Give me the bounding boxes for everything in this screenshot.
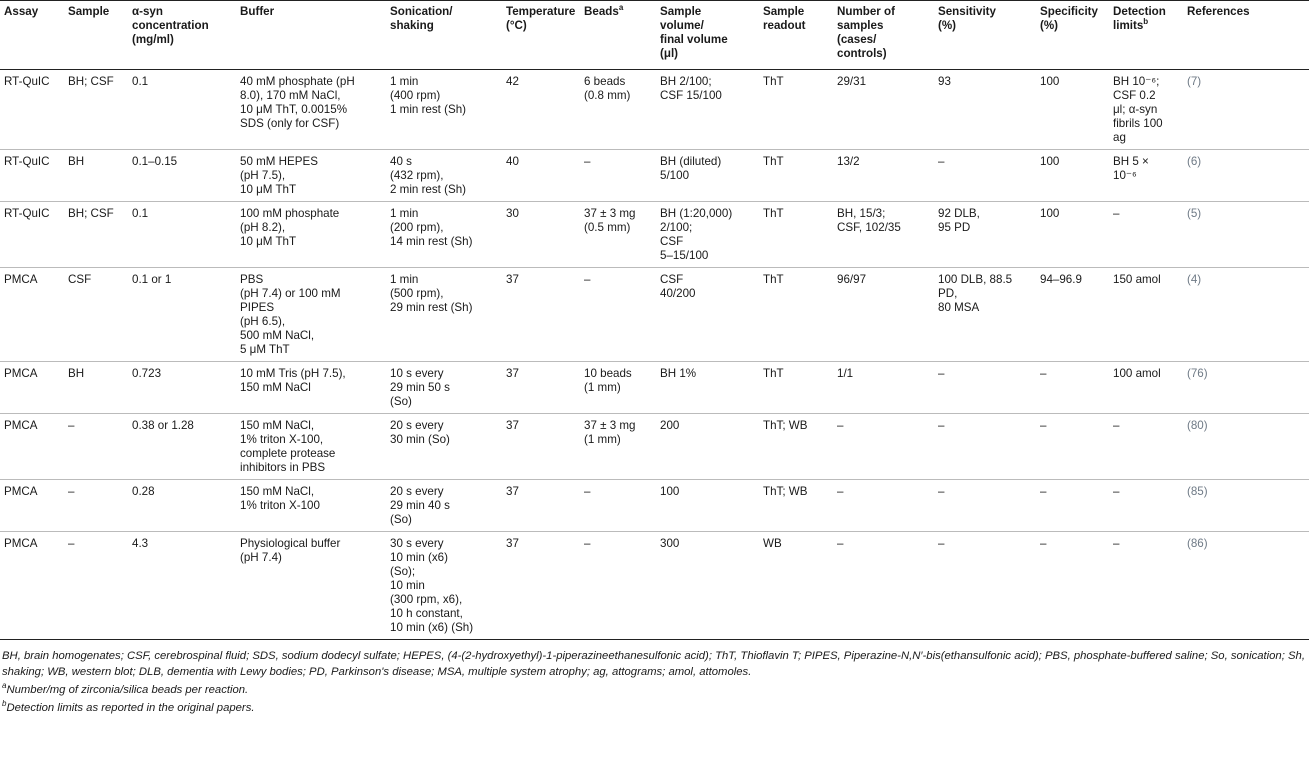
cell-temperature: 37	[506, 419, 519, 432]
cell-specificity: 100	[1040, 155, 1060, 168]
cell-beads: –	[584, 537, 591, 550]
cell-buffer: Physiological buffer (pH 7.4)	[240, 537, 341, 564]
cell-temperature: 30	[506, 207, 519, 220]
table-footnotes	[0, 640, 1309, 716]
cell-assay: PMCA	[4, 367, 38, 380]
footnote-a: $^a$Number/mg of zirconia/silica beads per reaction.	[2, 681, 249, 696]
cell-assay: PMCA	[4, 537, 38, 550]
cell-concentration: 0.28	[132, 485, 155, 498]
cell-sensitivity: –	[938, 155, 945, 168]
cell-beads: 37 ± 3 mg (0.5 mm)	[584, 207, 636, 234]
cell-reference[interactable]: (6)	[1187, 155, 1202, 168]
cell-detection-limit: –	[1113, 485, 1120, 498]
cell-specificity: 100	[1040, 207, 1060, 220]
cell-sample: –	[68, 419, 75, 432]
cell-number-samples: 1/1	[837, 367, 854, 380]
table-row	[0, 268, 1309, 362]
cell-sensitivity: 92 DLB, 95 PD	[938, 207, 980, 234]
cell-sample: BH	[68, 155, 85, 168]
col-detection-limits	[1109, 1, 1183, 70]
cell-specificity: –	[1040, 485, 1047, 498]
abbreviations-note: BH, brain homogenates; CSF, cerebrospinal fluid; SDS, sodium dodecyl sulfate; HEPES, (4-(2-hydroxyethyl)-1-piperazineethanesulfonic acid); ThT, Thioflavin T; PIPES, Piperazine-N,N′-bis(ethansulfonic acid); PBS, phosphate-buffered saline; So, sonication; Sh, shaking; WB, western blot; DLB, dementia with Lewy bodies; PD, Parkinson's disease; MSA, multiple system atrophy; ag, attograms; amol, attomoles.	[2, 650, 1305, 678]
col-readout: Sample readout	[763, 5, 806, 32]
cell-sample: –	[68, 537, 75, 550]
col-concentration: α-syn concentration (mg/ml)	[132, 5, 209, 46]
cell-concentration: 0.1	[132, 75, 149, 88]
col-sample-volume: Sample volume/ final volume (μl)	[660, 5, 728, 60]
cell-sample-volume: 300	[660, 537, 680, 550]
footnote-mark-a: a	[618, 3, 624, 13]
cell-temperature: 37	[506, 367, 519, 380]
cell-temperature: 37	[506, 485, 519, 498]
col-beads-label: Beads	[584, 5, 619, 18]
col-sensitivity: Sensitivity (%)	[938, 5, 996, 32]
cell-sample: BH; CSF	[68, 207, 114, 220]
cell-number-samples: –	[837, 419, 844, 432]
cell-detection-limit: 100 amol	[1113, 367, 1161, 380]
cell-readout: ThT	[763, 155, 784, 168]
cell-sensitivity: –	[938, 485, 945, 498]
cell-assay: RT-QuIC	[4, 75, 50, 88]
cell-sample-volume: BH (diluted) 5/100	[660, 155, 722, 182]
cell-sample-volume: BH (1:20,000) 2/100; CSF 5–15/100	[660, 207, 733, 262]
cell-beads: 37 ± 3 mg (1 mm)	[584, 419, 636, 446]
cell-sensitivity: –	[938, 419, 945, 432]
cell-detection-limit: –	[1113, 419, 1120, 432]
cell-beads: –	[584, 485, 591, 498]
cell-sample-volume: 200	[660, 419, 680, 432]
cell-specificity: –	[1040, 367, 1047, 380]
cell-specificity: 100	[1040, 75, 1060, 88]
cell-sonication: 1 min (500 rpm), 29 min rest (Sh)	[390, 273, 473, 314]
cell-sonication: 20 s every 29 min 40 s (So)	[390, 485, 450, 526]
cell-detection-limit: BH 10⁻⁶; CSF 0.2 μl; α-syn fibrils 100 ag	[1113, 75, 1163, 144]
cell-sample: BH; CSF	[68, 75, 114, 88]
col-temperature: Temperature (°C)	[506, 5, 576, 32]
cell-beads: –	[584, 273, 591, 286]
cell-beads: 10 beads (1 mm)	[584, 367, 632, 394]
cell-temperature: 42	[506, 75, 519, 88]
cell-readout: ThT	[763, 75, 784, 88]
footnote-mark-b: b	[1143, 17, 1149, 27]
cell-beads: –	[584, 155, 591, 168]
cell-reference[interactable]: (76)	[1187, 367, 1208, 380]
cell-sample-volume: BH 1%	[660, 367, 697, 380]
cell-temperature: 37	[506, 537, 519, 550]
cell-number-samples: 29/31	[837, 75, 867, 88]
col-number-samples: Number of samples (cases/ controls)	[837, 5, 895, 60]
table-row	[0, 70, 1309, 150]
cell-reference[interactable]: (5)	[1187, 207, 1202, 220]
cell-concentration: 0.1 or 1	[132, 273, 172, 286]
cell-sample-volume: BH 2/100; CSF 15/100	[660, 75, 722, 102]
cell-buffer: 10 mM Tris (pH 7.5), 150 mM NaCl	[240, 367, 346, 394]
cell-buffer: 150 mM NaCl, 1% triton X-100, complete protease inhibitors in PBS	[240, 419, 336, 474]
header-row	[0, 1, 1309, 70]
cell-concentration: 0.38 or 1.28	[132, 419, 194, 432]
cell-sample: BH	[68, 367, 85, 380]
cell-readout: ThT	[763, 207, 784, 220]
table-row	[0, 362, 1309, 414]
col-references: References	[1187, 5, 1250, 18]
cell-concentration: 0.1	[132, 207, 149, 220]
cell-assay: PMCA	[4, 419, 38, 432]
cell-detection-limit: –	[1113, 207, 1120, 220]
cell-reference[interactable]: (85)	[1187, 485, 1208, 498]
cell-sample-volume: 100	[660, 485, 680, 498]
cell-concentration: 4.3	[132, 537, 149, 550]
table-body	[0, 70, 1309, 640]
cell-buffer: 50 mM HEPES (pH 7.5), 10 μM ThT	[240, 155, 318, 196]
cell-temperature: 37	[506, 273, 519, 286]
cell-number-samples: 13/2	[837, 155, 860, 168]
cell-buffer: PBS (pH 7.4) or 100 mM PIPES (pH 6.5), 500 mM NaCl, 5 μM ThT	[240, 273, 341, 356]
cell-readout: ThT	[763, 367, 784, 380]
cell-detection-limit: BH 5 × 10⁻⁶	[1113, 155, 1149, 182]
cell-sonication: 20 s every 30 min (So)	[390, 419, 450, 446]
table-row	[0, 202, 1309, 268]
cell-temperature: 40	[506, 155, 519, 168]
cell-detection-limit: –	[1113, 537, 1120, 550]
cell-readout: ThT; WB	[763, 485, 808, 498]
cell-sample: –	[68, 485, 75, 498]
col-assay: Assay	[4, 5, 39, 18]
cell-number-samples: –	[837, 485, 844, 498]
col-sonication: Sonication/ shaking	[390, 5, 453, 32]
cell-number-samples: 96/97	[837, 273, 867, 286]
cell-detection-limit: 150 amol	[1113, 273, 1161, 286]
cell-sample: CSF	[68, 273, 92, 286]
cell-sensitivity: 93	[938, 75, 951, 88]
cell-reference[interactable]: (86)	[1187, 537, 1208, 550]
cell-readout: WB	[763, 537, 782, 550]
cell-sensitivity: –	[938, 367, 945, 380]
cell-buffer: 100 mM phosphate (pH 8.2), 10 μM ThT	[240, 207, 340, 248]
cell-sonication: 30 s every 10 min (x6) (So); 10 min (300 rpm, x6), 10 h constant, 10 min (x6) (Sh)	[390, 537, 474, 634]
cell-assay: PMCA	[4, 485, 38, 498]
col-buffer: Buffer	[240, 5, 275, 18]
cell-assay: RT-QuIC	[4, 207, 50, 220]
table-row	[0, 150, 1309, 202]
cell-sonication: 40 s (432 rpm), 2 min rest (Sh)	[390, 155, 467, 196]
col-beads	[580, 1, 656, 70]
cell-sonication: 10 s every 29 min 50 s (So)	[390, 367, 450, 408]
cell-beads: 6 beads (0.8 mm)	[584, 75, 631, 102]
cell-concentration: 0.723	[132, 367, 162, 380]
cell-specificity: –	[1040, 419, 1047, 432]
cell-reference[interactable]: (7)	[1187, 75, 1202, 88]
cell-number-samples: –	[837, 537, 844, 550]
cell-specificity: –	[1040, 537, 1047, 550]
cell-assay: RT-QuIC	[4, 155, 50, 168]
cell-sample-volume: CSF 40/200	[660, 273, 696, 300]
col-sample: Sample	[68, 5, 110, 18]
cell-sensitivity: –	[938, 537, 945, 550]
cell-reference[interactable]: (80)	[1187, 419, 1208, 432]
cell-readout: ThT	[763, 273, 784, 286]
cell-sonication: 1 min (200 rpm), 14 min rest (Sh)	[390, 207, 473, 248]
cell-concentration: 0.1–0.15	[132, 155, 178, 168]
cell-buffer: 40 mM phosphate (pH 8.0), 170 mM NaCl, 10 μM ThT, 0.0015% SDS (only for CSF)	[240, 75, 355, 130]
cell-sensitivity: 100 DLB, 88.5 PD, 80 MSA	[938, 273, 1013, 314]
cell-reference[interactable]: (4)	[1187, 273, 1202, 286]
col-detection-label: Detection limits	[1113, 5, 1166, 32]
cell-sonication: 1 min (400 rpm) 1 min rest (Sh)	[390, 75, 467, 116]
table-row	[0, 532, 1309, 640]
cell-readout: ThT; WB	[763, 419, 808, 432]
cell-number-samples: BH, 15/3; CSF, 102/35	[837, 207, 901, 234]
cell-specificity: 94–96.9	[1040, 273, 1082, 286]
cell-assay: PMCA	[4, 273, 38, 286]
col-specificity: Specificity (%)	[1040, 5, 1098, 32]
table-row	[0, 414, 1309, 480]
cell-buffer: 150 mM NaCl, 1% triton X-100	[240, 485, 320, 512]
table-row	[0, 480, 1309, 532]
footnote-b: $^b$Detection limits as reported in the original papers.	[2, 699, 255, 714]
